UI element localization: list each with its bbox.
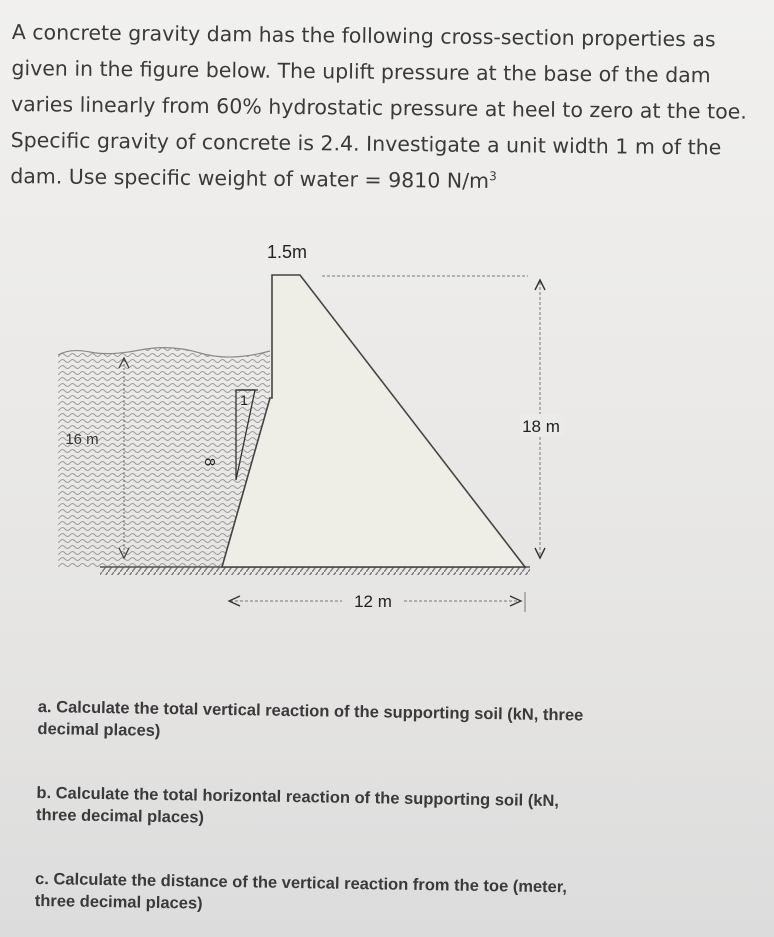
questions-list (35, 696, 738, 923)
question-b-line1: b. Calculate the total horizontal reaction of the supporting soil (kN, (36, 783, 560, 811)
dam-body (222, 275, 525, 567)
question-a-line1: a. Calculate the total vertical reaction of the supporting soil (kN, three (37, 697, 584, 725)
base-label: 12 m (354, 592, 392, 611)
question-c-line2: three decimal places) (34, 891, 203, 913)
water-depth-label: 16 m (65, 431, 99, 448)
slope-vertical-label: 8 (201, 457, 218, 467)
question-c (35, 868, 736, 923)
ground-hatch (100, 567, 530, 575)
question-a-line2: decimal places) (37, 719, 161, 740)
question-b (36, 782, 737, 837)
unit-exponent: 3 (489, 169, 497, 184)
slope-horizontal-label: 1 (240, 392, 248, 408)
crest-width-label: 1.5m (266, 242, 308, 262)
question-a (37, 696, 738, 751)
problem-statement (10, 14, 767, 202)
height-label: 18 m (522, 417, 560, 436)
question-b-line2: three decimal places) (35, 805, 205, 827)
problem-text: A concrete gravity dam has the following cross-section properties as given in the figure below. The uplift pressure at the base of the dam varies linearly from 60% hydrostatic pressure at heel to zero at the toe. Specific gravity of concrete is 2.4. Investigate a unit width 1 m of the dam. Use specific weight of water = 9810 N/m (10, 19, 747, 194)
question-c-line1: c. Calculate the distance of the vertical reaction from the toe (meter, (34, 869, 568, 897)
dam-cross-section-diagram (0, 220, 774, 620)
